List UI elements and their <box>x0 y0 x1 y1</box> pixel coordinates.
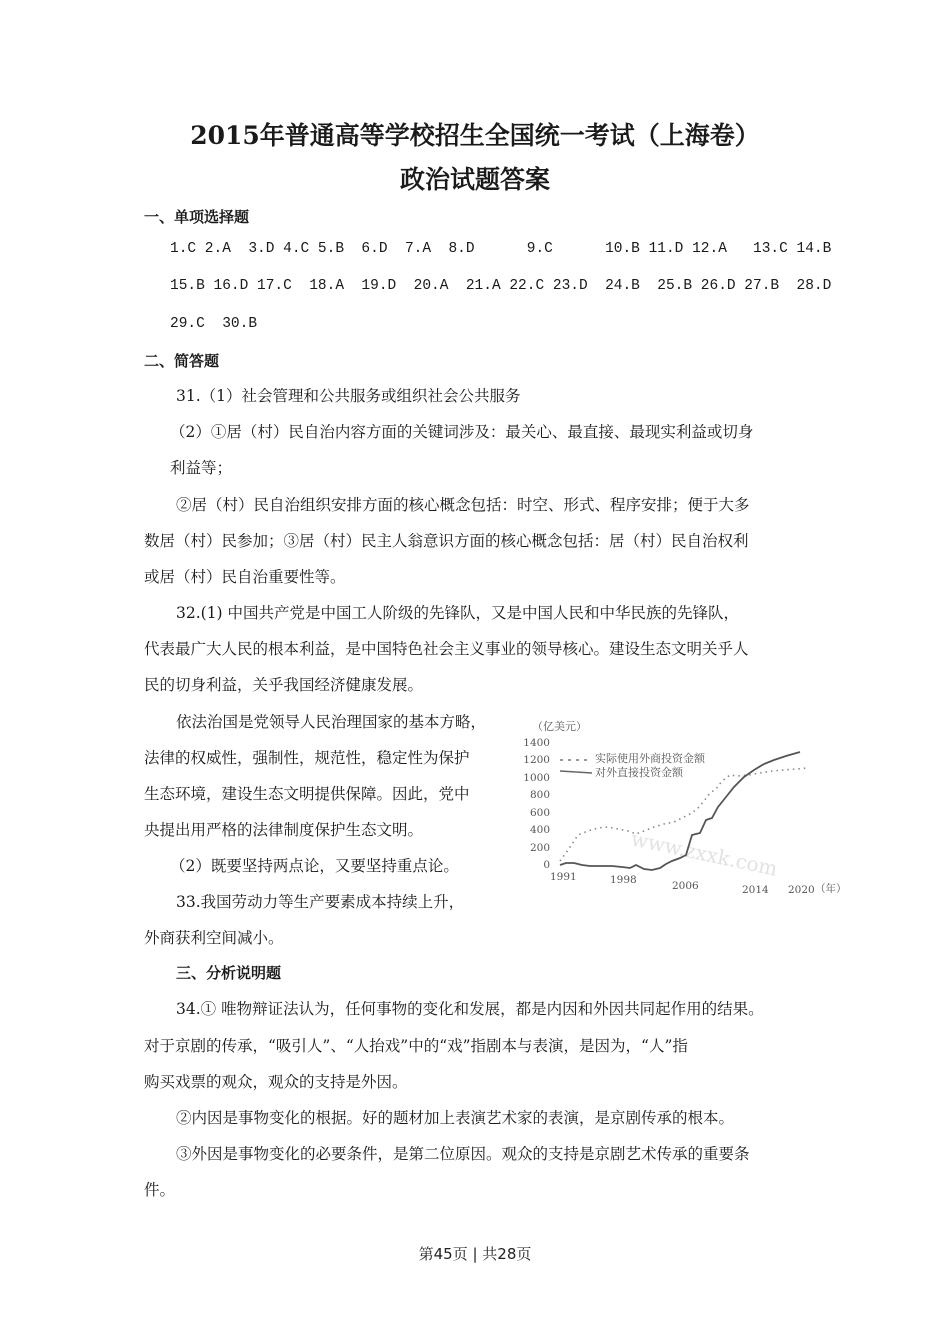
answer-31-line: （2）①居（村）民自治内容方面的关键词涉及：最关心、最直接、最现实利益或切身 <box>170 423 754 441</box>
svg-text:1200: 1200 <box>523 754 550 766</box>
svg-text:2020: 2020 <box>788 884 815 896</box>
answer-34-line: 件。 <box>144 1181 176 1199</box>
section-heading-analysis: 三、分析说明题 <box>176 964 282 982</box>
answer-31-line: 利益等； <box>170 459 233 477</box>
answer-34-line: 34.① 唯物辩证法认为，任何事物的变化和发展，都是内因和外因共同起作用的结果。 <box>176 1000 764 1018</box>
mcq-answers-row: 29.C 30.B <box>170 316 258 332</box>
answer-32-line: 32.(1) 中国共产党是中国工人阶级的先锋队，又是中国人民和中华民族的先锋队， <box>176 604 740 622</box>
answer-31-line: ②居（村）民自治组织安排方面的核心概念包括：时空、形式、程序安排；便于大多 <box>176 496 750 514</box>
answer-32-line: 民的切身利益，关乎我国经济健康发展。 <box>144 676 424 694</box>
answer-32-line: 依法治国是党领导人民治理国家的基本方略， <box>176 713 487 731</box>
x-axis-unit: （年） <box>815 883 847 895</box>
answer-32-line: 生态环境，建设生态文明提供保障。因此，党中 <box>144 785 470 803</box>
svg-text:600: 600 <box>529 807 550 819</box>
answer-32-line: （2）既要坚持两点论，又要坚持重点论。 <box>170 857 459 875</box>
svg-text:1998: 1998 <box>610 874 637 886</box>
document-subtitle: 政治试题答案 <box>399 165 550 194</box>
answer-34-line: ②内因是事物变化的根据。好的题材加上表演艺术家的表演，是京剧传承的根本。 <box>176 1109 735 1127</box>
svg-text:2014: 2014 <box>742 884 769 896</box>
mcq-answers-row: 15.B 16.D 17.C 18.A 19.D 20.A 21.A 22.C 23.D 24.B 25.B 26.D 27.B 28.D <box>170 278 832 294</box>
svg-text:1400: 1400 <box>523 737 550 749</box>
svg-text:0: 0 <box>543 859 550 871</box>
mcq-answers-row: 1.C 2.A 3.D 4.C 5.B 6.D 7.A 8.D 9.C 10.B 11.D 12.A 13.C 14.B <box>170 241 832 257</box>
page-footer: 第45页 | 共28页 <box>418 1245 532 1263</box>
answer-31-line: 数居（村）民参加；③居（村）民主人翁意识方面的核心概念包括：居（村）民自治权利 <box>144 532 749 550</box>
svg-text:2006: 2006 <box>672 880 699 892</box>
answer-33-line: 33.我国劳动力等生产要素成本持续上升， <box>176 893 465 911</box>
answer-33-line: 外商获利空间减小。 <box>144 929 284 947</box>
svg-text:200: 200 <box>529 842 550 854</box>
answer-31-line: 31.（1）社会管理和公共服务或组织社会公共服务 <box>176 387 521 405</box>
answer-32-line: 央提出用严格的法律制度保护生态文明。 <box>144 821 424 839</box>
svg-text:400: 400 <box>529 824 550 836</box>
answer-32-line: 法律的权威性，强制性，规范性，稳定性为保护 <box>144 749 470 767</box>
svg-text:800: 800 <box>529 789 550 801</box>
y-axis-ticks <box>523 737 550 871</box>
section-heading-short-answer: 二、简答题 <box>144 352 220 370</box>
y-axis-unit: （亿美元） <box>532 720 587 733</box>
svg-text:1000: 1000 <box>523 772 550 784</box>
answer-31-line: 或居（村）民自治重要性等。 <box>144 568 346 586</box>
answer-34-line: 购买戏票的观众，观众的支持是外因。 <box>144 1073 408 1091</box>
legend-label-odi-outflow: 对外直接投资金额 <box>595 766 683 779</box>
watermark: www.zxxk.com <box>628 826 780 881</box>
answer-32-line: 代表最广大人民的根本利益，是中国特色社会主义事业的领导核心。建设生态文明关乎人 <box>144 640 749 658</box>
document-title: 2015年普通高等学校招生全国统一考试（上海卷） <box>190 121 760 150</box>
investment-line-chart <box>520 705 850 905</box>
legend-label-fdi-inflow: 实际使用外商投资金额 <box>595 752 705 765</box>
svg-text:1991: 1991 <box>550 871 577 883</box>
legend-solid-swatch <box>560 771 592 773</box>
section-heading-mcq: 一、单项选择题 <box>144 208 250 226</box>
answer-34-line: 对于京剧的传承，“吸引人”、“人抬戏”中的“戏”指剧本与表演，是因为，“人”指 <box>144 1037 688 1055</box>
answer-34-line: ③外因是事物变化的必要条件，是第二位原因。观众的支持是京剧艺术传承的重要条 <box>176 1145 750 1163</box>
